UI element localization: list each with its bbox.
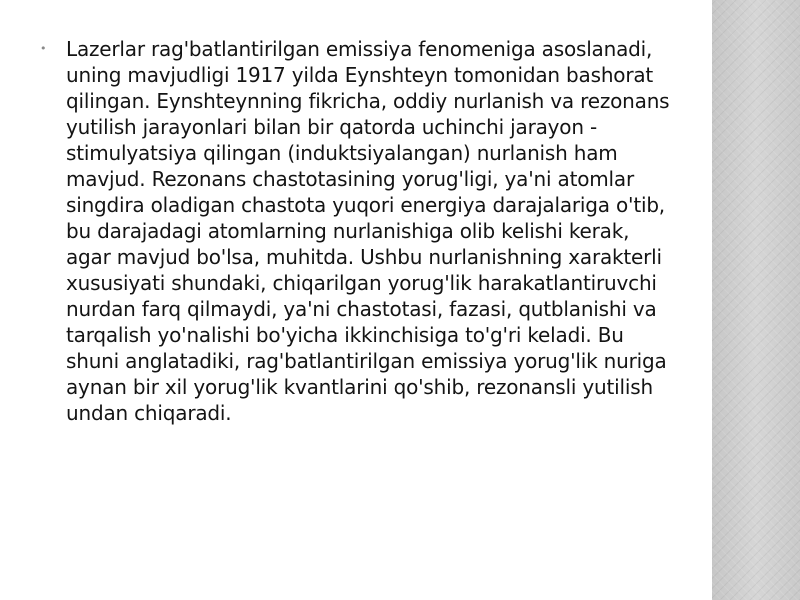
bullet-paragraph: Lazerlar rag'batlantirilgan emissiya fenomeniga asoslanadi, uning mavjudligi 1917 yilda Eynshteyn tomonidan bashorat qilingan. Eynshteynning fikricha, oddiy nurlanish va rezonans yutilish jarayonlari bilan bir qatorda uchinchi jarayon - stimulyatsiya qilingan (induktsiyalangan) nurlanish ham mavjud. Rezonans chastotasining yorug'ligi, ya'ni atomlar singdira oladigan chastota yuqori energiya darajalariga o'tib, bu darajadagi atomlarning nurlanishiga olib kelishi kerak, agar mavjud bo'lsa, muhitda. Ushbu nurlanishning xarakterli xususiyati shundaki, chiqarilgan yorug'lik harakatlantiruvchi nurdan farq qilmaydi, ya'ni chastotasi, fazasi, qutblanishi va tarqalish yo'nalishi bo'yicha ikkinchisiga to'g'ri keladi. Bu shuni anglatadiki, rag'batlantirilgan emissiya yorug'lik nuriga aynan bir xil yorug'lik kvantlarini qo'shib, rezonansli yutilish undan chiqaradi. — [66, 37, 670, 425]
slide-content — [36, 36, 676, 426]
decorative-side-panel — [712, 0, 800, 600]
bullet-item — [36, 36, 676, 426]
bullet-icon: • — [40, 42, 47, 55]
